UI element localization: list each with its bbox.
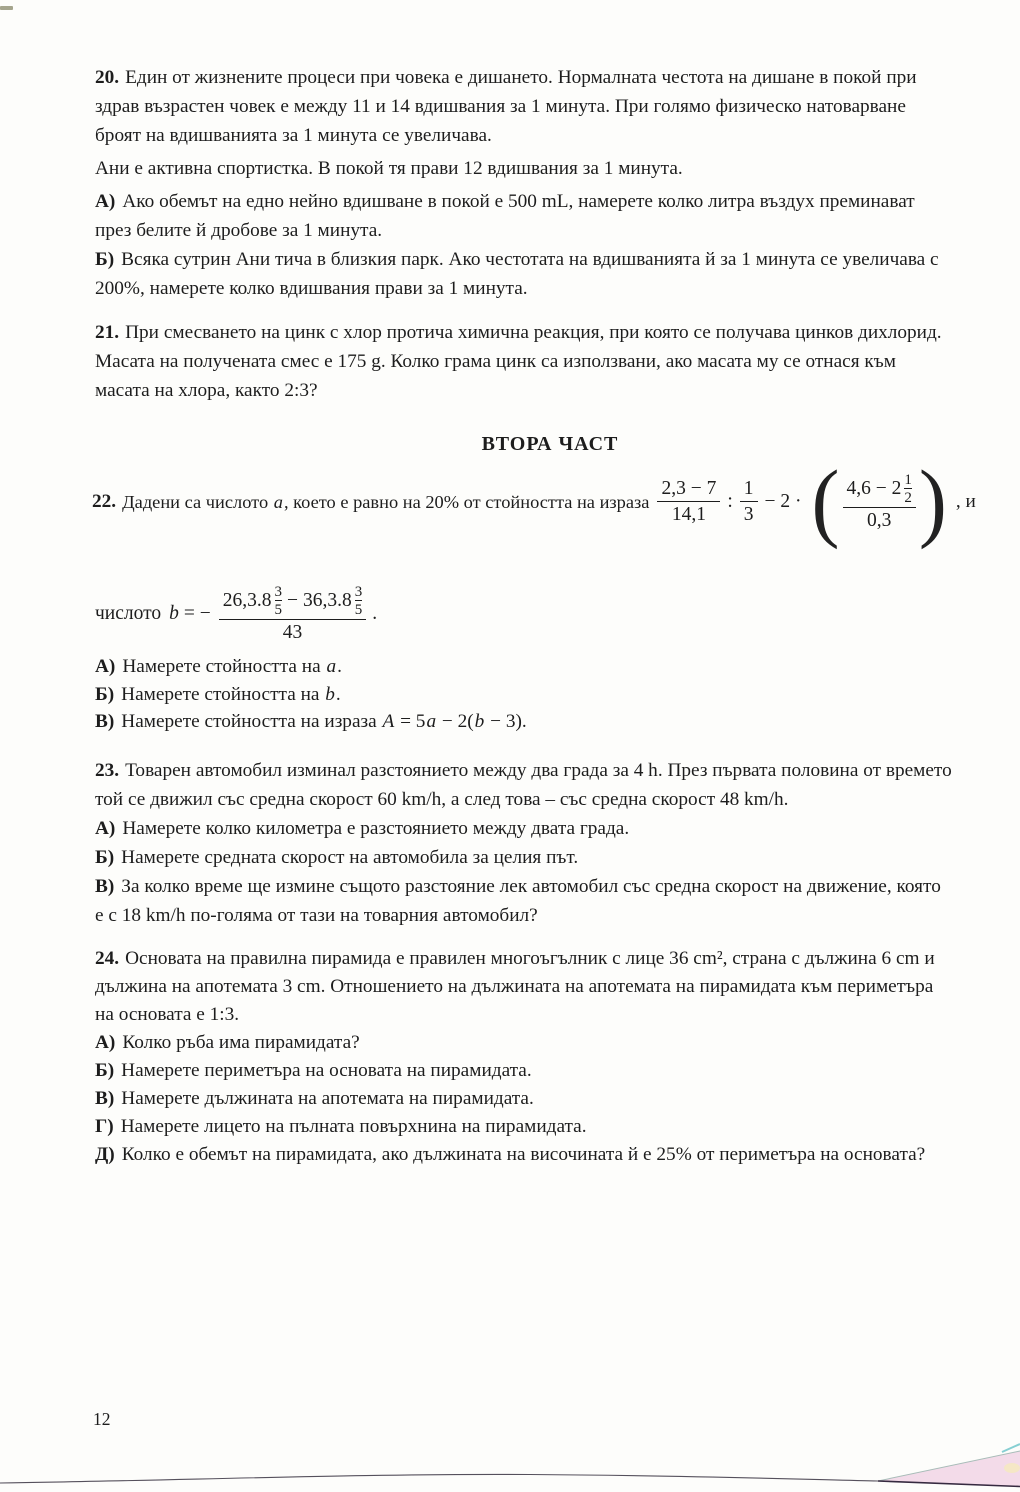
problem-24-item-v <box>95 1085 1007 1113</box>
problem-24-number: 24. <box>95 948 120 969</box>
page-number: 12 <box>93 1409 111 1429</box>
item-v-text: Намерете стойността на израза <box>121 711 382 732</box>
b-lead-text: числото <box>95 603 162 624</box>
item-label-a: А) <box>95 191 116 212</box>
item-label-d: Д) <box>95 1144 115 1165</box>
item-b-text: Намерете периметъра на основата на пирамидата. <box>121 1060 532 1081</box>
expr-minus-2: − 2( <box>437 711 474 732</box>
fraction-2-denominator: 3 <box>740 501 758 526</box>
problem-23-item-v-line-1 <box>95 872 1007 901</box>
problem-21-line-1 <box>95 318 1007 347</box>
item-b-text-1: Всяка сутрин Ани тича в близкия парк. Ако честотата на вдишванията й за 1 минута се увеличава с <box>121 249 939 270</box>
problem-24-line-2: дължина на апотемата 3 cm. Отношението на дължината на апотемата на пирамидата към периметъра <box>95 976 934 997</box>
mini-fraction-three-fifths-1 <box>275 584 283 618</box>
variable-a: a <box>326 656 337 677</box>
problem-22-lead-text <box>122 492 649 513</box>
problem-20-item-a-line-1 <box>95 187 1007 216</box>
item-g-text: Намерете лицето на пълната повърхнина на пирамидата. <box>120 1116 587 1137</box>
problem-24-item-g <box>95 1113 1007 1141</box>
problem-22-number: 22. <box>92 491 117 512</box>
item-label-a: А) <box>95 1032 116 1053</box>
problem-22-item-b <box>95 681 1007 709</box>
problem-23-line-2: той се движил със средна скорост 60 km/h, а след това – със средна скорост 48 km/h. <box>95 789 789 810</box>
problem-23-item-a <box>95 814 1007 843</box>
item-a-period: . <box>337 656 342 677</box>
sentence-period: . <box>372 603 378 624</box>
b-fraction-numerator <box>219 584 367 619</box>
mini-num: 3 <box>274 583 283 600</box>
division-colon: : <box>727 491 733 512</box>
mini-fraction-one-half <box>904 472 912 506</box>
problem-21 <box>95 318 1007 405</box>
item-label-v: В) <box>95 876 115 897</box>
problem-22-item-a <box>95 653 1007 681</box>
mini-den: 2 <box>904 490 912 506</box>
item-label-v: В) <box>95 1088 115 1109</box>
problem-24-text-1: Основата на правилна пирамида е правилен многоъгълник с лице 36 cm², страна с дължина 6 cm и <box>125 948 935 969</box>
left-paren: ( <box>811 453 840 551</box>
problem-21-line-3: масата на хлора, както 2:3? <box>95 380 318 401</box>
lead-pre: Дадени са числото <box>122 491 273 512</box>
problem-22-lead-formula-row <box>92 452 1018 552</box>
problem-23-text-1: Товарен автомобил изминал разстоянието между два града за 4 h. През първата половина от времето <box>125 760 952 781</box>
problem-20-item-b-line-1 <box>95 245 1007 274</box>
item-label-b: Б) <box>95 847 115 868</box>
item-label-b: Б) <box>95 249 115 270</box>
b-num-term-1: 26,3.8 <box>222 590 272 611</box>
right-paren: ) <box>918 453 947 551</box>
variable-a: a <box>273 491 283 512</box>
problem-24-item-a <box>95 1029 1007 1057</box>
mini-den: 5 <box>274 602 283 618</box>
problem-20-item-b-line-2: 200%, намерете колко вдишвания прави за 1 минута. <box>95 278 528 299</box>
expr-minus-3: − 3). <box>485 711 527 732</box>
item-v-text-1: За колко време ще измине същото разстояние лек автомобил със средна скорост на движение, която <box>121 876 941 897</box>
fraction-3-numerator-text: 4,6 − 2 <box>846 478 902 499</box>
variable-b: b <box>325 683 335 705</box>
variable-b: b <box>169 603 179 624</box>
problem-20-line-3: броят на вдишванията за 1 минута се увеличава. <box>95 125 492 146</box>
problem-24-item-b <box>95 1057 1007 1085</box>
problem-20-line-2: здрав възрастен човек е между 11 и 14 вдишвания за 1 минута. При голямо физическо натоварване <box>95 96 906 117</box>
problem-20-line-1 <box>95 63 1007 92</box>
problem-24-line-1 <box>95 945 1007 973</box>
scan-edge-yellow-spot <box>1004 1463 1020 1473</box>
mini-num: 3 <box>354 583 363 600</box>
problem-20 <box>95 63 1007 303</box>
item-a-text-1: Ако обемът на едно нейно вдишване в покой е 500 mL, намерете колко литра въздух преминават <box>122 191 915 212</box>
problem-21-text-1: При смесването на цинк с хлор протича химична реакция, при която се получава цинков дихлорид. <box>125 322 942 343</box>
fraction-3-numerator <box>843 472 916 507</box>
variable-A: A <box>382 711 395 732</box>
scan-edge-line <box>0 1474 878 1483</box>
problem-21-line-2: Масата на получената смес е 175 g. Колко грама цинк са използвани, ако масата му се отнася към <box>95 351 896 372</box>
item-label-v: В) <box>95 711 115 732</box>
lead-post: , което е равно на 20% от стойността на израза <box>283 491 650 512</box>
item-label-b: Б) <box>95 683 115 705</box>
fraction-3-denominator: 0,3 <box>843 507 916 532</box>
problem-24-item-d <box>95 1141 1007 1169</box>
problem-23 <box>95 756 1007 930</box>
problem-24 <box>95 945 1007 1169</box>
item-label-a: А) <box>95 656 116 677</box>
equals-minus: = − <box>183 603 211 624</box>
variable-b: b <box>474 711 485 732</box>
problem-23-line-1 <box>95 756 1007 785</box>
item-b-text: Намерете средната скорост на автомобила за целия път. <box>121 847 579 868</box>
minus-two-times: − 2 · <box>764 491 802 512</box>
item-b-period: . <box>335 683 341 705</box>
fraction-2-numerator: 1 <box>743 478 754 499</box>
fraction-1 <box>657 478 720 526</box>
scan-artifact-top-left <box>0 6 13 10</box>
problem-22-item-v <box>95 708 1007 736</box>
fraction-1-denominator: 14,1 <box>657 501 720 526</box>
item-label-b: Б) <box>95 1060 115 1081</box>
problem-21-number: 21. <box>95 322 120 343</box>
fraction-1-numerator: 2,3 − 7 <box>661 478 717 499</box>
formula-tail: , и <box>955 491 976 512</box>
problem-23-number: 23. <box>95 760 120 781</box>
problem-22-b-formula-row <box>95 570 377 658</box>
mini-num: 1 <box>904 471 912 488</box>
mini-fraction-three-fifths-2 <box>355 584 363 618</box>
page-bottom-scan-edge <box>0 1430 1020 1492</box>
item-b-text: Намерете стойността на <box>121 683 325 705</box>
mini-den: 5 <box>354 602 363 618</box>
problem-20-number: 20. <box>95 67 120 88</box>
item-a-text: Колко ръба има пирамидата? <box>122 1032 360 1053</box>
problem-24-line-3: на основата е 1:3. <box>95 1004 240 1025</box>
b-fraction <box>219 584 367 644</box>
item-v-text: Намерете дължината на апотемата на пирамидата. <box>121 1088 534 1109</box>
item-label-g: Г) <box>95 1116 114 1137</box>
scan-edge-teal-tick <box>1002 1444 1020 1452</box>
problem-22-items <box>95 653 1007 736</box>
item-a-text: Намерете колко километра е разстоянието между двата града. <box>122 818 630 839</box>
numerator-minus: − <box>287 590 299 611</box>
expr-eq-5: = 5 <box>395 711 426 732</box>
fraction-3 <box>843 472 916 532</box>
item-a-text: Намерете стойността на <box>122 656 326 677</box>
part-two-heading: ВТОРА ЧАСТ <box>481 433 619 455</box>
item-label-a: А) <box>95 818 116 839</box>
problem-23-item-b <box>95 843 1007 872</box>
fraction-2 <box>740 478 758 526</box>
problem-23-item-v-line-2: е с 18 km/h по-голяма от тази на товарния автомобил? <box>95 905 538 926</box>
variable-a: a <box>426 711 437 732</box>
problem-20-item-a-line-2: през белите й дробове за 1 минута. <box>95 220 383 241</box>
item-d-text: Колко е обемът на пирамидата, ако дължината на височината й е 25% от периметъра на основата? <box>121 1144 926 1165</box>
b-num-term-2: 36,3.8 <box>303 590 352 611</box>
b-fraction-denominator: 43 <box>219 619 367 644</box>
problem-20-text-1: Един от жизнените процеси при човека е дишането. Нормалната честота на дишане в покой при <box>125 67 917 88</box>
problem-20-paragraph-2: Ани е активна спортистка. В покой тя прави 12 вдишвания за 1 минута. <box>95 158 683 179</box>
